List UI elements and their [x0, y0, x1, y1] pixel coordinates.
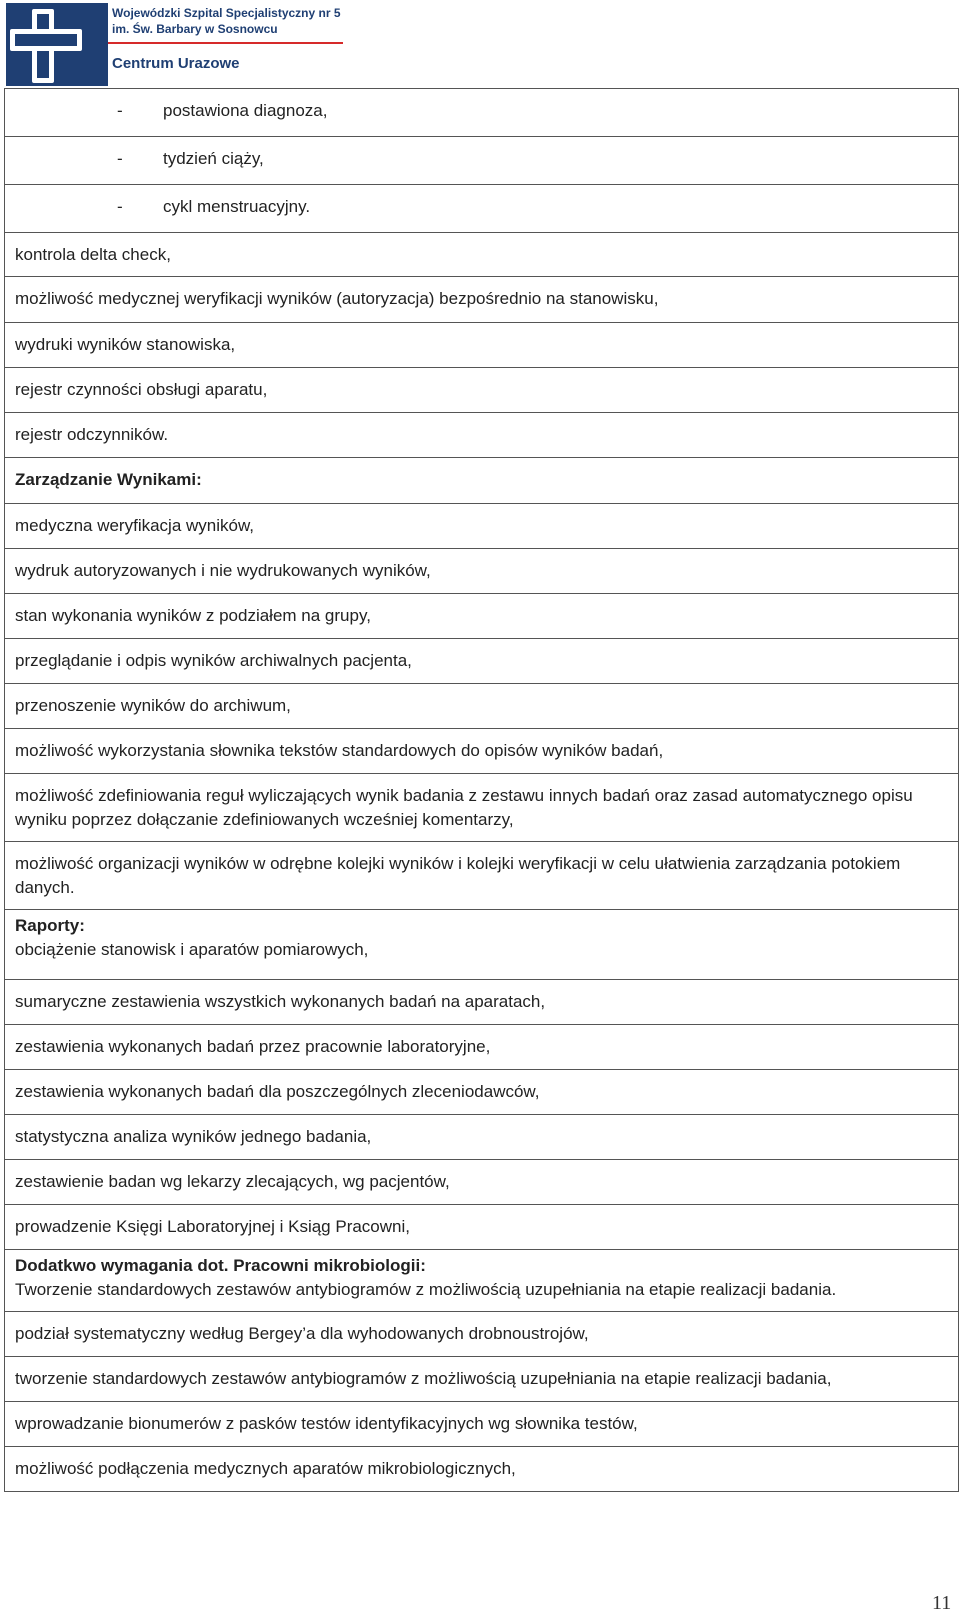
bullet-dash: - [117, 197, 123, 216]
table-row [5, 1447, 958, 1491]
row-text: tydzień ciąży, [163, 149, 264, 168]
table-row [5, 323, 958, 368]
row-text: rejestr czynności obsługi aparatu, [15, 380, 268, 399]
document-header [0, 0, 960, 90]
row-text: możliwość wykorzystania słownika tekstów standardowych do opisów wyników badań, [15, 741, 664, 760]
table-row [5, 277, 958, 323]
table-row [5, 368, 958, 413]
table-row [5, 684, 958, 729]
table-row [5, 1025, 958, 1070]
table-row [5, 1205, 958, 1250]
row-text: podział systematyczny według Bergey’a dla wyhodowanych drobnoustrojów, [15, 1324, 589, 1343]
row-text: rejestr odczynników. [15, 425, 169, 444]
centre-name: Centrum Urazowe [112, 55, 240, 72]
table-row [5, 1115, 958, 1160]
table-row [5, 413, 958, 458]
bullet-dash: - [117, 149, 123, 168]
row-text: medyczna weryfikacja wyników, [15, 516, 255, 535]
table-row [5, 1250, 958, 1312]
table-row [5, 549, 958, 594]
table-row [5, 137, 958, 185]
section-heading: Raporty: [15, 916, 85, 935]
row-text: przenoszenie wyników do archiwum, [15, 696, 291, 715]
row-text: przeglądanie i odpis wyników archiwalnych pacjenta, [15, 651, 412, 670]
table-row [5, 185, 958, 233]
row-text: sumaryczne zestawienia wszystkich wykonanych badań na aparatach, [15, 992, 546, 1011]
table-row [5, 1070, 958, 1115]
table-row [5, 729, 958, 774]
row-text: możliwość podłączenia medycznych aparatów mikrobiologicznych, [15, 1459, 516, 1478]
table-row [5, 1357, 958, 1402]
row-text: cykl menstruacyjny. [163, 197, 311, 216]
row-text: postawiona diagnoza, [163, 101, 328, 120]
hospital-logo [6, 3, 108, 86]
table-row [5, 458, 958, 504]
bullet-dash: - [117, 101, 123, 120]
section-heading: Dodatkwo wymagania dot. Pracowni mikrobiologii: [15, 1256, 426, 1275]
row-text: wprowadzanie bionumerów z pasków testów identyfikacyjnych wg słownika testów, [15, 1414, 638, 1433]
row-text: wydruk autoryzowanych i nie wydrukowanych wyników, [15, 561, 431, 580]
table-row [5, 594, 958, 639]
table-row [5, 910, 958, 980]
section-heading: Zarządzanie Wynikami: [15, 470, 202, 489]
table-row [5, 774, 958, 842]
row-text: tworzenie standardowych zestawów antybiogramów z możliwością uzupełniania na etapie realizacji badania, [15, 1369, 832, 1388]
row-text: statystyczna analiza wyników jednego badania, [15, 1127, 372, 1146]
hospital-name: Wojewódzki Szpital Specjalistyczny nr 5 [112, 6, 341, 20]
table-row [5, 233, 958, 277]
row-text: możliwość zdefiniowania reguł wyliczających wynik badania z zestawu innych badań oraz zasad automatycznego opisu wyniku poprzez dołączanie zdefiniowanych wcześniej komentarzy, [15, 786, 913, 829]
row-text: Tworzenie standardowych zestawów antybiogramów z możliwością uzupełniania na etapie realizacji badania. [15, 1280, 837, 1299]
row-text: zestawienia wykonanych badań dla poszczególnych zleceniodawców, [15, 1082, 540, 1101]
table-row [5, 1312, 958, 1357]
table-row [5, 980, 958, 1025]
requirements-table [4, 88, 959, 1492]
row-text: możliwość organizacji wyników w odrębne kolejki wyników i kolejki weryfikacji w celu ułatwienia zarządzania potokiem danych. [15, 854, 901, 897]
table-row [5, 89, 958, 137]
table-row [5, 1160, 958, 1205]
page-number: 11 [932, 1592, 952, 1614]
row-text: obciążenie stanowisk i aparatów pomiarowych, [15, 940, 369, 959]
table-row [5, 842, 958, 910]
row-text: prowadzenie Księgi Laboratoryjnej i Ksiąg Pracowni, [15, 1217, 410, 1236]
table-row [5, 504, 958, 549]
row-text: kontrola delta check, [15, 245, 171, 264]
row-text: stan wykonania wyników z podziałem na grupy, [15, 606, 371, 625]
row-text: możliwość medycznej weryfikacji wyników (autoryzacja) bezpośrednio na stanowisku, [15, 289, 659, 308]
hospital-patron: im. Św. Barbary w Sosnowcu [112, 22, 278, 36]
table-row [5, 1402, 958, 1447]
row-text: zestawienie badan wg lekarzy zlecających, wg pacjentów, [15, 1172, 450, 1191]
header-divider [108, 42, 343, 44]
row-text: zestawienia wykonanych badań przez pracownie laboratoryjne, [15, 1037, 491, 1056]
row-text: wydruki wyników stanowiska, [15, 335, 236, 354]
table-row [5, 639, 958, 684]
